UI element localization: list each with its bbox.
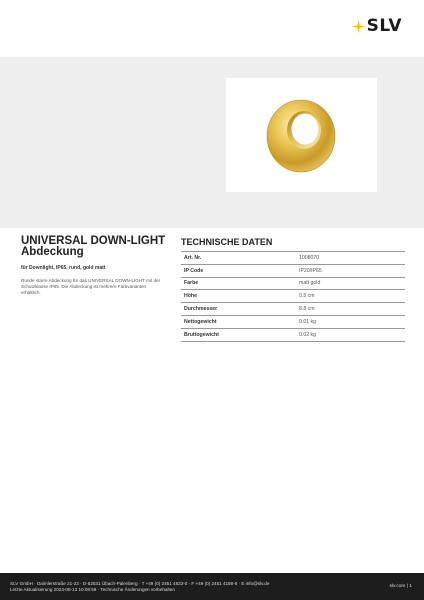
sparkle-icon <box>352 20 365 33</box>
spec-label: Höhe <box>184 293 197 300</box>
product-image-card <box>226 78 377 192</box>
table-row <box>181 290 405 303</box>
spec-label: Bruttogewicht <box>184 331 219 338</box>
footer-bar <box>0 573 424 600</box>
table-row <box>181 328 405 341</box>
spec-label: Durchmesser <box>184 306 218 313</box>
product-description: Runde starre Abdeckung für das UNIVERSAL DOWN-LIGHT mit der Schutzklasse IP65. Die Abdeckung ist mehrere Farbvarianten erhältlich. <box>21 278 161 295</box>
product-image-area <box>0 57 424 228</box>
table-row <box>181 303 405 316</box>
spec-value: 0.01 kg <box>299 318 317 325</box>
footer-address: SLV GmbH · Daimlerstraße 21-23 · D-52531 Übach-Palenberg · T +49 (0) 2451 4833-0 · F +49 (0) 2451 4188-8 · E info@slv.de <box>10 581 270 586</box>
brand-logo <box>352 16 402 36</box>
table-row <box>181 277 405 290</box>
spec-value: 1008070 <box>299 254 320 261</box>
product-subtitle: für Downlight, IP65, rund, gold matt <box>21 265 106 271</box>
footer-contact <box>10 581 269 593</box>
footer-page-ref: slv.com | 1 <box>389 584 412 589</box>
spec-value: 0.02 kg <box>299 331 317 338</box>
spec-value: 8.8 cm <box>299 306 315 313</box>
spec-label: Farbe <box>184 280 199 287</box>
logo-text: SLV <box>366 16 402 36</box>
spec-label: Art. Nr. <box>184 254 202 261</box>
table-row <box>181 315 405 328</box>
spec-value: 0.5 cm <box>299 293 315 300</box>
spec-label: IP Code <box>184 267 204 274</box>
specs-table <box>181 251 405 342</box>
table-row <box>181 252 405 265</box>
product-title: UNIVERSAL DOWN-LIGHT Abdeckung <box>21 235 166 258</box>
specs-heading: TECHNISCHE DATEN <box>181 237 273 247</box>
spec-value: matt gold <box>299 280 321 287</box>
spec-label: Nettogewicht <box>184 318 217 325</box>
footer-update-note: Letzte Aktualisierung 2024-08-13 10:08:59 · Technische Änderungen vorbehalten <box>10 587 175 592</box>
spec-value: IP20/IP65 <box>299 267 322 274</box>
gold-ring-cover-icon <box>226 78 377 192</box>
table-row <box>181 264 405 277</box>
